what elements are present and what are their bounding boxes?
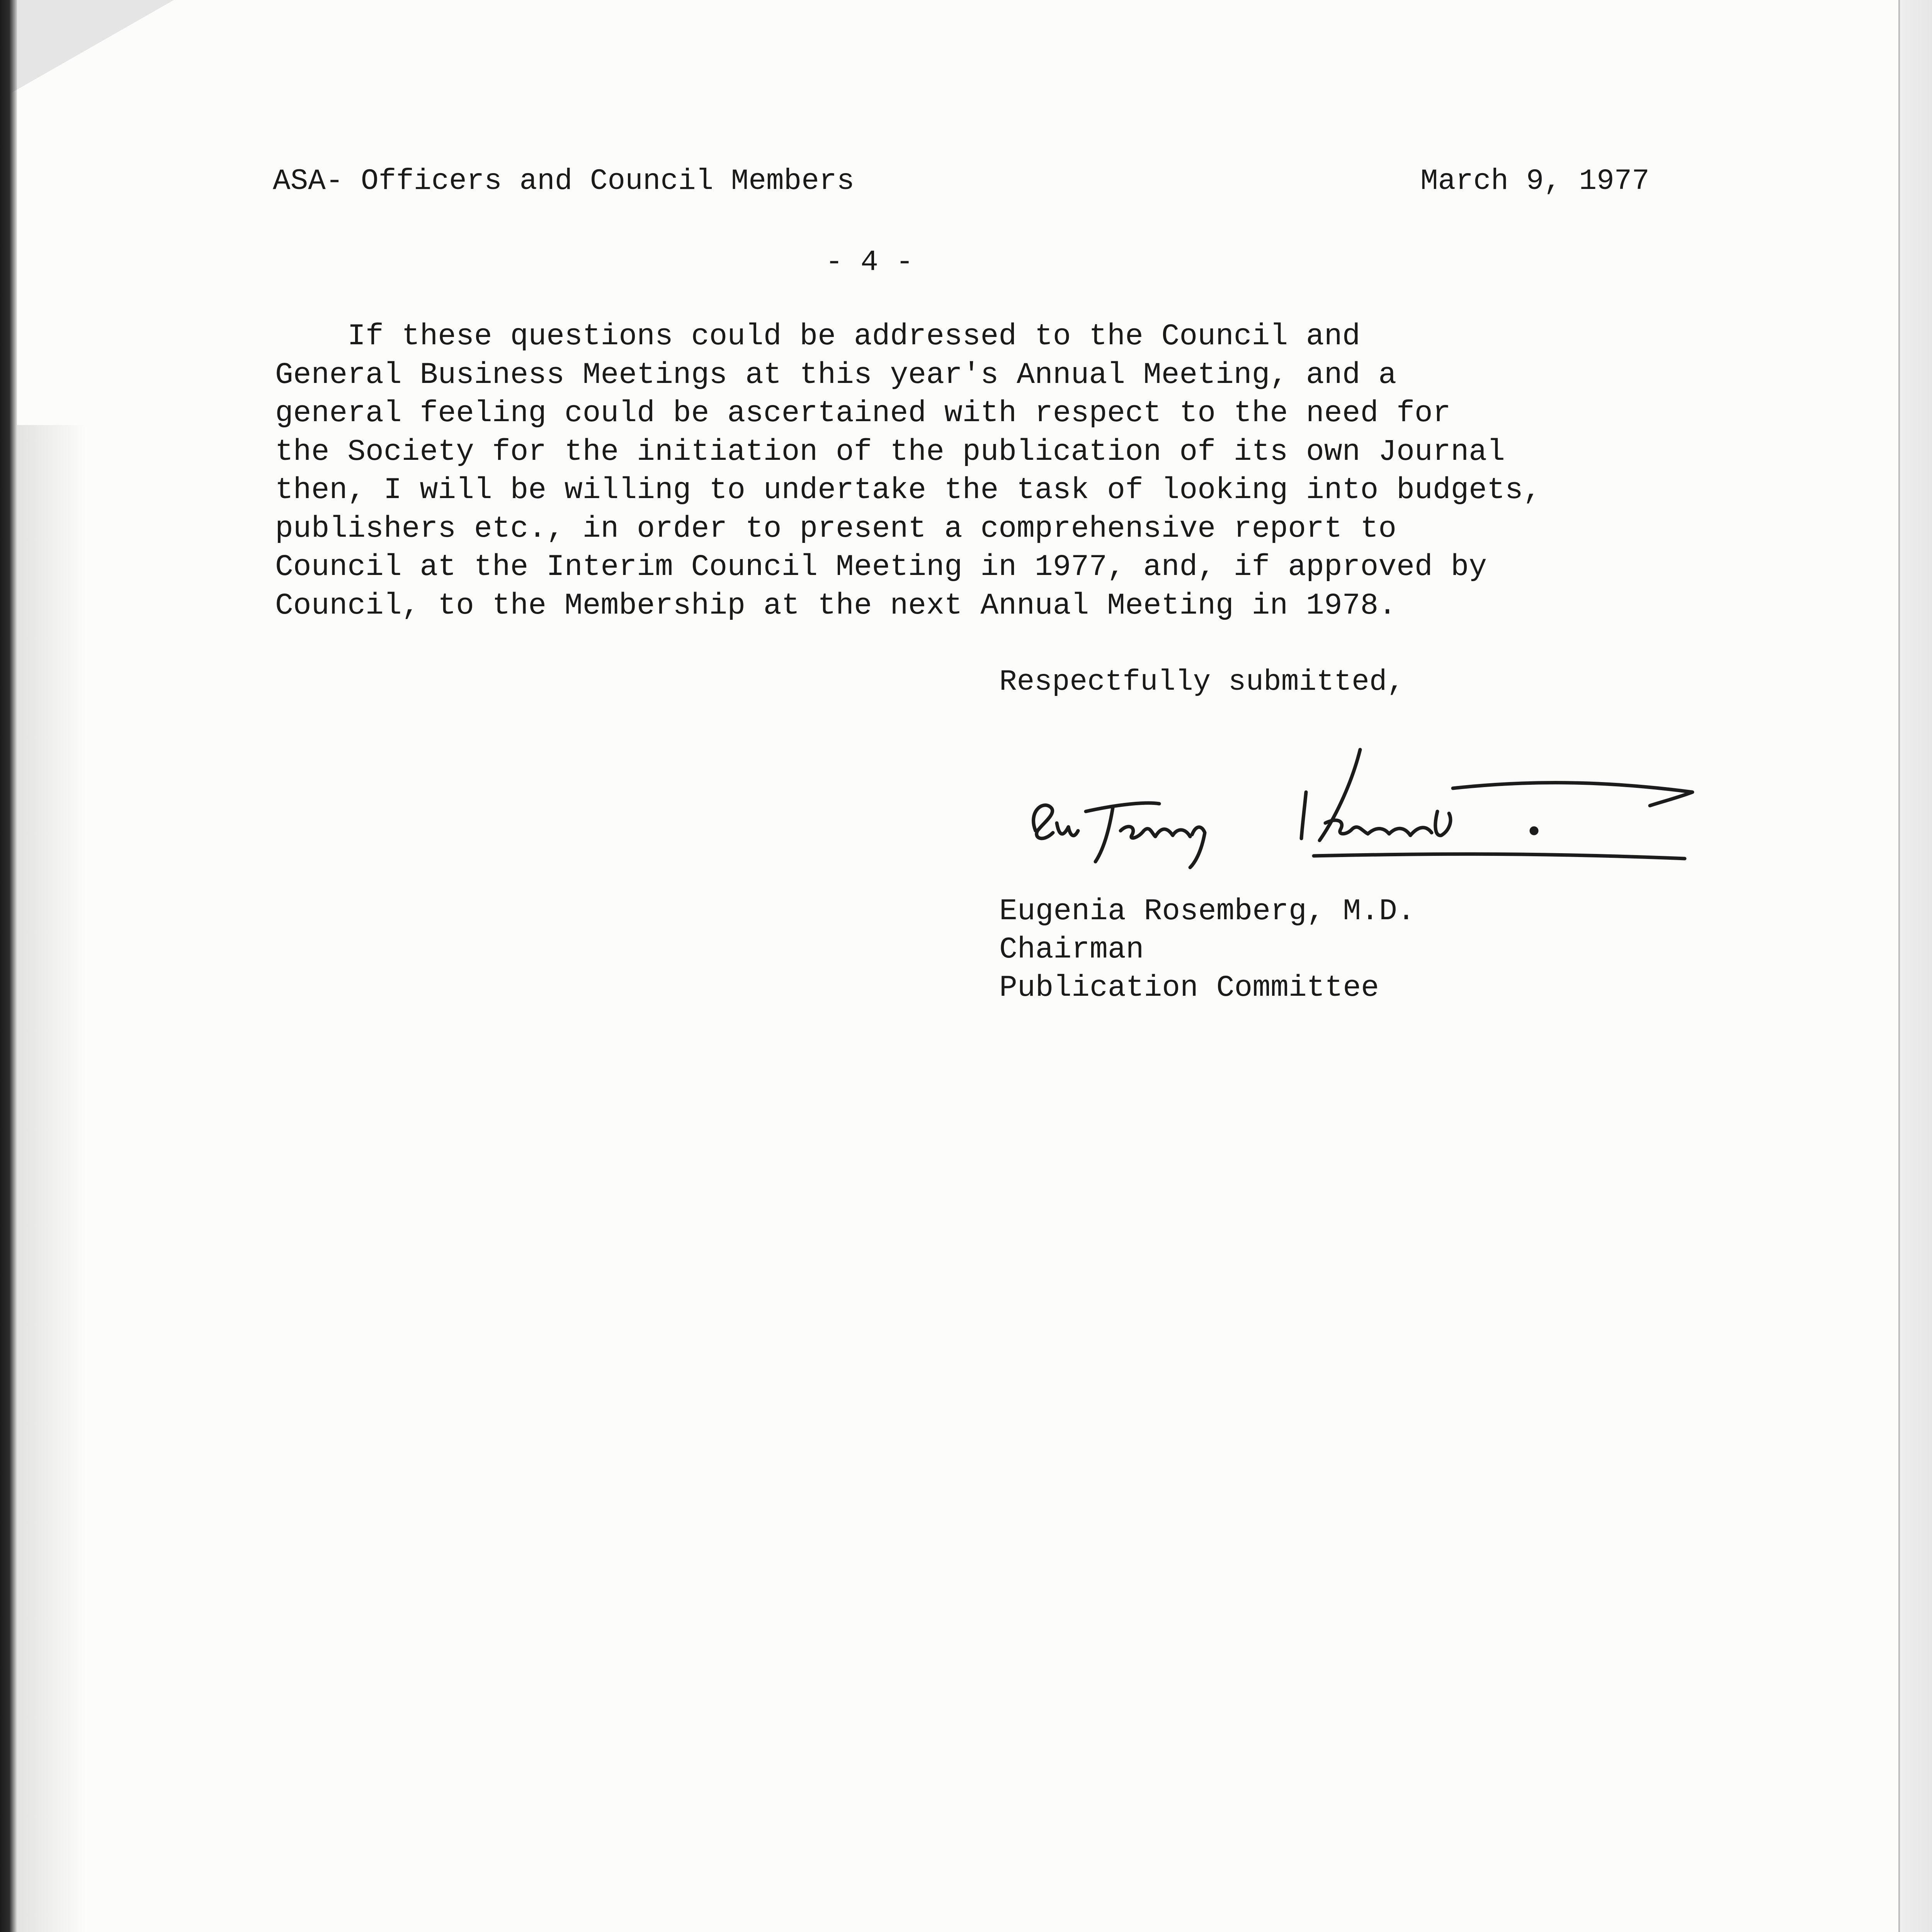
body-line: If these questions could be addressed to the Council and — [275, 320, 1361, 354]
body-line: publishers etc., in order to present a comprehensive report to — [275, 512, 1397, 546]
signatory-title: Chairman — [999, 933, 1144, 967]
body-line: the Society for the initiation of the publication of its own Journal — [275, 435, 1505, 469]
closing-salutation: Respectfully submitted, — [999, 665, 1405, 699]
signature-block — [999, 893, 1415, 1007]
handwritten-signature — [1020, 734, 1716, 896]
body-paragraph — [275, 318, 1628, 625]
body-line: then, I will be willing to undertake the task of looking into budgets, — [275, 473, 1541, 507]
scan-left-edge — [0, 0, 17, 1932]
body-line: General Business Meetings at this year's Annual Meeting, and a — [275, 358, 1397, 392]
scan-left-shadow — [17, 425, 87, 1932]
page-number: - 4 - — [825, 246, 914, 279]
body-line: Council at the Interim Council Meeting in 1977, and, if approved by — [275, 550, 1487, 584]
scan-right-edge-line — [1898, 0, 1900, 1932]
scan-corner-shadow — [12, 0, 174, 93]
header-recipient: ASA- Officers and Council Members — [273, 165, 855, 198]
signatory-name: Eugenia Rosemberg, M.D. — [999, 895, 1415, 929]
scan-right-margin — [1899, 0, 1932, 1932]
header-date: March 9, 1977 — [1420, 165, 1650, 198]
body-line: general feeling could be ascertained with respect to the need for — [275, 396, 1451, 430]
signatory-committee: Publication Committee — [999, 971, 1379, 1005]
body-line: Council, to the Membership at the next Annual Meeting in 1978. — [275, 588, 1397, 623]
